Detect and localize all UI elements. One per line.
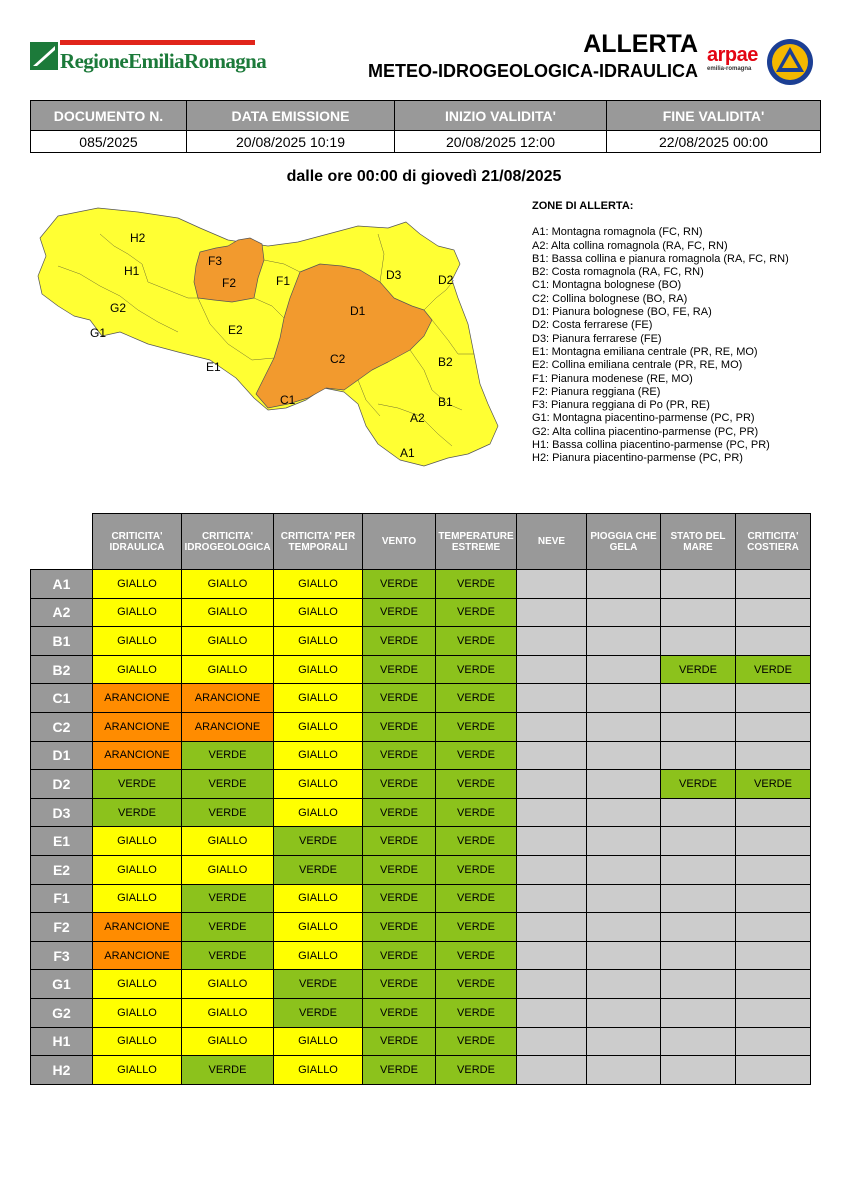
alert-level-cell [587,913,661,942]
column-header [661,514,736,570]
alert-level-cell [661,913,736,942]
region-outline [38,208,498,466]
alert-level-cell [587,855,661,884]
alert-level-cell [736,884,811,913]
alert-level-cell [661,798,736,827]
alert-level-cell: GIALLO [274,913,363,942]
map-label-f3: F3 [208,254,223,268]
alert-level-cell: VERDE [363,1027,436,1056]
alert-level-cell [661,998,736,1027]
alert-level-cell: GIALLO [182,627,274,656]
alert-level-cell: VERDE [363,913,436,942]
alert-level-cell [661,941,736,970]
alert-level-cell [736,1027,811,1056]
alert-level-cell: VERDE [436,884,517,913]
alert-level-cell [736,798,811,827]
map-label-d1: D1 [350,304,366,318]
alert-level-cell: VERDE [363,741,436,770]
alert-level-cell [587,770,661,799]
column-header-line: VENTO [381,536,417,547]
alert-level-cell: ARANCIONE [182,684,274,713]
alert-level-cell: VERDE [182,741,274,770]
alert-level-cell [736,998,811,1027]
alert-level-cell: VERDE [436,598,517,627]
alert-level-cell: GIALLO [93,884,182,913]
alert-level-cell: GIALLO [93,570,182,599]
alert-level-cell [587,598,661,627]
alert-level-cell [517,998,587,1027]
alert-level-cell [587,684,661,713]
table-row [31,712,811,741]
legend-item: E2: Collina emiliana centrale (PR, RE, MO) [532,359,743,372]
table-row [31,913,811,942]
alert-level-cell: VERDE [363,998,436,1027]
alert-level-cell: GIALLO [93,1027,182,1056]
alert-level-cell: VERDE [436,998,517,1027]
alert-level-cell: VERDE [436,712,517,741]
alert-level-cell [736,627,811,656]
valid-to: 22/08/2025 00:00 [607,131,821,153]
alert-level-cell: GIALLO [274,1056,363,1085]
alert-level-cell: VERDE [436,570,517,599]
alert-level-cell: VERDE [436,970,517,999]
alert-level-cell: VERDE [436,798,517,827]
table-row [31,855,811,884]
alert-level-cell [661,627,736,656]
alert-level-cell: GIALLO [274,798,363,827]
legend-item: G2: Alta collina piacentino-parmense (PC, PR) [532,425,759,438]
legend-item: F1: Pianura modenese (RE, MO) [532,372,693,385]
alert-level-cell [587,655,661,684]
alert-level-cell [587,1056,661,1085]
alert-level-cell: GIALLO [93,598,182,627]
regione-logo [30,40,267,74]
map-label-f1: F1 [276,274,291,288]
column-header [182,514,274,570]
column-header-line: STATO DEL [670,530,726,542]
map-label-g1: G1 [90,326,107,340]
arpae-sub: emilia-romagna [707,66,752,72]
alert-level-cell: VERDE [182,884,274,913]
alert-level-cell: VERDE [274,855,363,884]
alert-table-body [31,570,811,1085]
alert-level-cell: VERDE [661,655,736,684]
legend-item: D3: Pianura ferrarese (FE) [532,332,662,345]
legend-item: E1: Montagna emiliana centrale (PR, RE, MO) [532,345,758,358]
alert-level-cell [517,684,587,713]
valid-from-header: INIZIO VALIDITA' [395,101,607,131]
alert-level-cell: VERDE [436,741,517,770]
zone-code: G1 [31,970,93,999]
alert-level-cell [517,884,587,913]
alert-level-cell: VERDE [363,1056,436,1085]
alert-level-cell: VERDE [363,712,436,741]
table-row [31,655,811,684]
alert-level-table [30,513,811,1085]
alert-level-cell: VERDE [363,970,436,999]
alert-level-cell [587,570,661,599]
alert-level-cell: VERDE [661,770,736,799]
alert-level-cell: VERDE [182,798,274,827]
alert-level-cell [517,741,587,770]
legend-item: A2: Alta collina romagnola (RA, FC, RN) [532,239,728,252]
alert-level-cell: VERDE [274,970,363,999]
alert-level-cell [517,941,587,970]
alert-level-cell: GIALLO [274,770,363,799]
alert-level-cell: VERDE [436,684,517,713]
alert-level-cell [517,1027,587,1056]
legend-item: B1: Bassa collina e pianura romagnola (RA, FC, RN) [532,252,789,265]
alert-level-cell [736,913,811,942]
alert-table-header-row [31,514,811,570]
valid-to-header: FINE VALIDITA' [607,101,821,131]
zone-code: F1 [31,884,93,913]
alert-level-cell: VERDE [363,570,436,599]
alert-level-cell: VERDE [363,627,436,656]
zone-code: C1 [31,684,93,713]
column-header-line: ESTREME [451,541,501,553]
alert-level-cell: GIALLO [274,598,363,627]
valid-from: 20/08/2025 12:00 [395,131,607,153]
document-info-header-row [31,101,821,131]
protezione-civile-logo-icon [766,38,814,86]
legend-item: A1: Montagna romagnola (FC, RN) [532,226,703,239]
map-label-h2: H2 [130,231,146,245]
alert-level-cell [661,855,736,884]
map-label-c2: C2 [330,352,346,366]
alert-level-cell: GIALLO [274,627,363,656]
alert-level-cell [587,741,661,770]
map-label-d2: D2 [438,273,454,287]
alert-level-cell: ARANCIONE [93,741,182,770]
alert-level-cell: VERDE [274,998,363,1027]
alert-level-cell [736,827,811,856]
alert-level-cell: GIALLO [93,855,182,884]
alert-level-cell: VERDE [93,798,182,827]
alert-level-cell: GIALLO [93,655,182,684]
alert-level-cell: GIALLO [274,655,363,684]
alert-level-cell [517,1056,587,1085]
column-header [736,514,811,570]
alert-level-cell: VERDE [363,598,436,627]
column-header [363,514,436,570]
alert-level-cell [517,712,587,741]
column-header-line: TEMPERATURE [438,530,514,542]
alert-level-cell: GIALLO [93,1056,182,1085]
table-row [31,941,811,970]
alert-level-cell: VERDE [436,941,517,970]
alert-level-cell [587,941,661,970]
map-label-c1: C1 [280,393,296,407]
zone-code: H1 [31,1027,93,1056]
column-header-line: NEVE [537,536,566,547]
alert-level-cell: VERDE [436,913,517,942]
issue-date: 20/08/2025 10:19 [187,131,395,153]
alert-level-cell [661,884,736,913]
alert-level-cell: GIALLO [182,570,274,599]
column-header-line: TEMPORALI [288,541,348,553]
alert-level-cell [517,570,587,599]
alert-level-cell [517,598,587,627]
alert-level-cell [517,798,587,827]
zone-code: D1 [31,741,93,770]
map-label-d3: D3 [386,268,402,282]
alert-level-cell: GIALLO [93,998,182,1027]
zone-code: A1 [31,570,93,599]
alert-level-cell [587,1027,661,1056]
alert-level-cell: GIALLO [182,655,274,684]
alert-level-cell [517,970,587,999]
alert-level-cell: GIALLO [93,970,182,999]
alert-level-cell: VERDE [274,827,363,856]
map-label-h1: H1 [124,264,140,278]
table-row [31,684,811,713]
zone-code: D3 [31,798,93,827]
alert-level-cell: GIALLO [182,855,274,884]
alert-level-cell [736,712,811,741]
alert-level-cell [661,684,736,713]
table-row [31,884,811,913]
alert-level-cell [661,598,736,627]
table-row [31,827,811,856]
org-name: RegioneEmiliaRomagna [60,49,267,73]
alert-level-cell: GIALLO [182,1027,274,1056]
legend-title: ZONE DI ALLERTA: [532,200,634,212]
alert-level-cell [661,827,736,856]
alert-level-cell [661,570,736,599]
map-label-a1: A1 [400,446,415,460]
alert-level-cell [517,855,587,884]
alert-level-cell [736,741,811,770]
column-header-line: IDROGEOLOGICA [184,541,271,553]
map-label-b2: B2 [438,355,453,369]
alert-level-cell: GIALLO [274,741,363,770]
alert-level-cell: GIALLO [182,998,274,1027]
alert-level-cell [736,684,811,713]
doc-number-header: DOCUMENTO N. [31,101,187,131]
logo-red-bar [60,40,255,45]
column-header [274,514,363,570]
column-header-line: CRITICITA' [111,530,163,542]
table-row [31,570,811,599]
alert-level-cell: VERDE [363,855,436,884]
alert-level-cell: GIALLO [93,827,182,856]
alert-level-cell: GIALLO [182,827,274,856]
column-header [436,514,517,570]
alert-level-cell [587,884,661,913]
alert-level-cell: GIALLO [182,970,274,999]
alert-level-cell [736,570,811,599]
alert-level-cell [736,598,811,627]
validity-period: dalle ore 00:00 di giovedì 21/08/2025 [286,168,562,185]
page-title: ALLERTA [583,30,698,58]
map-label-f2: F2 [222,276,237,290]
alert-level-cell: VERDE [736,770,811,799]
table-row [31,741,811,770]
legend-item: C2: Collina bolognese (BO, RA) [532,292,688,305]
table-row [31,998,811,1027]
zone-code: F3 [31,941,93,970]
column-header [93,514,182,570]
zone-code: E1 [31,827,93,856]
alert-level-cell: ARANCIONE [93,941,182,970]
alert-level-cell [736,855,811,884]
alert-level-cell: VERDE [363,770,436,799]
alert-level-cell [587,712,661,741]
column-header-line: MARE [683,541,713,553]
alert-level-cell: GIALLO [182,598,274,627]
alert-level-cell [587,970,661,999]
zone-legend [532,200,832,466]
alert-level-cell: GIALLO [274,712,363,741]
alert-level-cell [517,770,587,799]
document-info-table [30,100,821,153]
alert-level-cell [517,655,587,684]
alert-level-cell: ARANCIONE [182,712,274,741]
alert-level-cell: VERDE [436,627,517,656]
zone-code: F2 [31,913,93,942]
doc-number: 085/2025 [31,131,187,153]
alert-level-cell [587,627,661,656]
column-header-line: PIOGGIA CHE [590,530,657,542]
corner-cell [31,514,93,570]
table-row [31,1027,811,1056]
column-header [587,514,661,570]
legend-item: G1: Montagna piacentino-parmense (PC, PR) [532,412,755,425]
alert-level-cell: VERDE [436,770,517,799]
arpae-brand: arpae [707,44,758,66]
map-label-a2: A2 [410,411,425,425]
alert-level-cell [517,913,587,942]
alert-level-cell [587,827,661,856]
alert-level-cell: VERDE [363,655,436,684]
map-label-b1: B1 [438,395,453,409]
alert-level-cell: VERDE [363,941,436,970]
column-header-line: GELA [609,541,638,553]
alert-level-cell: ARANCIONE [93,913,182,942]
zone-code: E2 [31,855,93,884]
alert-level-cell: VERDE [182,941,274,970]
issue-date-header: DATA EMISSIONE [187,101,395,131]
alert-level-cell [736,970,811,999]
alert-level-cell [736,941,811,970]
zone-code: D2 [31,770,93,799]
alert-level-cell [661,1027,736,1056]
alert-level-cell: GIALLO [274,684,363,713]
arpae-logo [707,45,762,72]
legend-item: H1: Bassa collina piacentino-parmense (PC, PR) [532,439,770,452]
alert-level-cell [517,827,587,856]
legend-item: B2: Costa romagnola (RA, FC, RN) [532,266,704,279]
alert-level-cell: GIALLO [274,884,363,913]
legend-item: H2: Pianura piacentino-parmense (PC, PR) [532,452,743,465]
alert-level-cell [517,627,587,656]
table-row [31,770,811,799]
legend-item: D2: Costa ferrarese (FE) [532,319,653,332]
column-header-line: CRITICITA' PER [280,530,356,542]
zone-code: A2 [31,598,93,627]
alert-level-cell [587,998,661,1027]
table-row [31,970,811,999]
alert-level-cell: VERDE [363,798,436,827]
column-header-line: COSTIERA [747,541,799,553]
column-header-line: CRITICITA' [747,530,799,542]
map-label-e1: E1 [206,360,221,374]
map-label-e2: E2 [228,323,243,337]
alert-level-cell: VERDE [93,770,182,799]
alert-level-cell [661,970,736,999]
alert-level-cell: GIALLO [274,570,363,599]
alert-level-cell [587,798,661,827]
column-header-line: CRITICITA' [201,530,254,542]
alert-level-cell: VERDE [436,855,517,884]
regione-mark-icon [30,42,58,70]
alert-level-cell: GIALLO [93,627,182,656]
map-label-g2: G2 [110,301,127,315]
zone-code: B2 [31,655,93,684]
alert-level-cell: VERDE [436,827,517,856]
zone-code: H2 [31,1056,93,1085]
table-row [31,627,811,656]
page-subtitle: METEO-IDROGEOLOGICA-IDRAULICA [368,61,698,81]
alert-level-cell [661,741,736,770]
alert-level-cell: VERDE [363,827,436,856]
alert-level-cell: VERDE [436,655,517,684]
zone-code: G2 [31,998,93,1027]
zone-code: B1 [31,627,93,656]
column-header [517,514,587,570]
document-info-value-row [31,131,821,153]
zone-code: C2 [31,712,93,741]
alert-level-cell: VERDE [182,913,274,942]
legend-item: D1: Pianura bolognese (BO, FE, RA) [532,306,712,319]
alert-level-cell [661,712,736,741]
table-row [31,598,811,627]
legend-item: F3: Pianura reggiana di Po (PR, RE) [532,399,710,412]
alert-level-cell: VERDE [436,1027,517,1056]
legend-item: F2: Pianura reggiana (RE) [532,385,661,398]
alert-level-cell [661,1056,736,1085]
alert-level-cell [736,1056,811,1085]
alert-level-cell: VERDE [182,1056,274,1085]
table-row [31,798,811,827]
alert-level-cell: VERDE [363,884,436,913]
column-header-line: IDRAULICA [109,541,165,553]
alert-level-cell: VERDE [736,655,811,684]
alert-level-cell: VERDE [182,770,274,799]
legend-item: C1: Montagna bolognese (BO) [532,279,682,292]
alert-zones-map [28,194,524,476]
alert-level-cell: ARANCIONE [93,684,182,713]
alert-level-cell: GIALLO [274,941,363,970]
alert-level-cell: VERDE [363,684,436,713]
alert-level-cell: ARANCIONE [93,712,182,741]
table-row [31,1056,811,1085]
alert-level-cell: GIALLO [274,1027,363,1056]
alert-level-cell: VERDE [436,1056,517,1085]
